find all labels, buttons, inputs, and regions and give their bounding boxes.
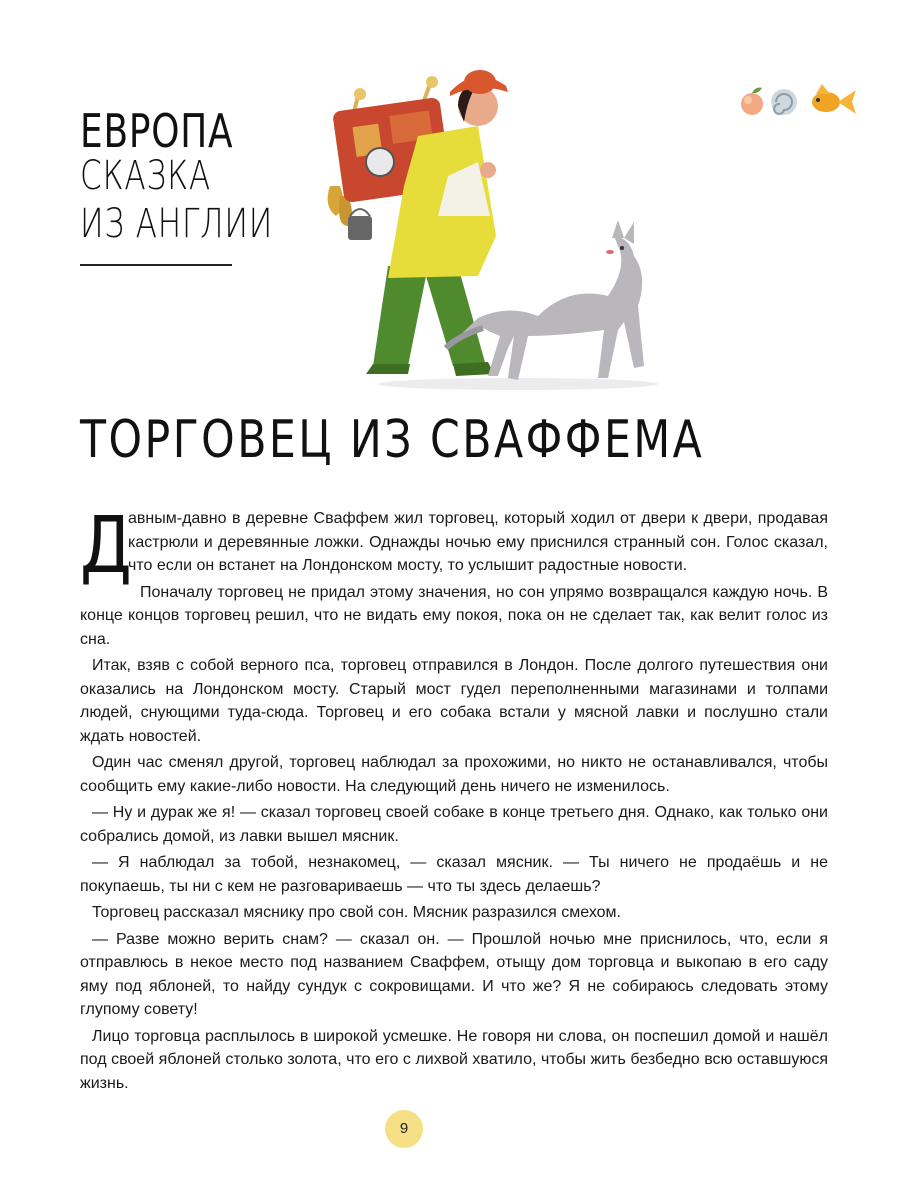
decorative-icons [738,80,862,124]
seashell-icon [771,89,797,115]
page-number-badge: 9 [385,1110,423,1148]
story-title: ТОРГОВЕЦ ИЗ СВАФФЕМА [80,410,705,470]
region-heading [80,104,280,252]
goldfish-icon [812,84,856,114]
peddler-and-wolf-illustration [318,66,698,396]
story-paragraph [80,501,828,591]
drop-cap: Д [80,501,132,591]
paragraph-text: авным-давно в деревне Свaффем жил торговец, который ходил от двери к двери, продавая кастрюли и деревянные ложки. Однажды ночью ему приснился странный сон. Голос сказал, что если он встанет на Лондонском мосту, то услышит радостные новости. [128,510,828,574]
story-paragraph: — Я наблюдал за тобой, незнакомец, — сказал мясник. — Ты ничего не продаёшь и не покупаешь, ты ни с кем не разговариваешь — что ты здесь делаешь? [80,854,828,895]
genre-label: СКАЗКА [80,153,212,199]
story-paragraph: Один час сменял другой, торговец наблюдал за прохожими, но никто не останавливался, чтобы сообщить ему какие-либо новости. На следующий день ничего не изменилось. [80,754,828,795]
origin-label: ИЗ АНГЛИИ [80,201,274,247]
peddler-head [450,70,508,126]
peddler-legs [366,266,494,376]
story-paragraph: Торговец рассказал мяснику про свой сон. Мясник разразился смехом. [92,904,621,921]
story-body [80,501,828,1098]
story-paragraph: — Разве можно верить снам? — сказал он. — Прошлой ночью мне приснилось, что, если я отправлюсь в некое место под названием Свaффем, отыщу дом торговца и выкопаю в его саду яму под яблоней, то найду сундук с сокровищами. И что же? Я не собираюсь следовать этому глупому совету! [80,930,828,1018]
story-paragraph: Поначалу торговец не придал этому значения, но сон упрямо возвращался каждую ночь. В конце концов торговец решил, что не видать ему покоя, пока он не сделает так, как велит голос из сна. [80,583,828,648]
heading-divider [80,264,232,266]
region-name: ЕВРОПА [80,104,234,158]
peach-icon [741,88,763,115]
story-paragraph: Лицо торговца расплылось в широкой усмешке. Не говоря ни слова, он поспешил домой и нашёл под своей яблоней столько золота, что его с лихвой хватило, чтобы жить безбедно всю оставшуюся жизнь. [80,1027,828,1092]
story-paragraph: — Ну и дурак же я! — сказал торговец своей собаке в конце третьего дня. Однако, как только они собрались домой, из лавки вышел мясник. [80,804,828,845]
peddler-hand [480,162,496,178]
story-paragraph: Итак, взяв с собой верного пса, торговец отправился в Лондон. После долгого путешествия они оказались на Лондонском мосту. Старый мост гудел переполненными магазинами и толпами людей, снующими туда-сюда. Торговец и его собака встали у мясной лавки и послушно стали ждать новостей. [80,657,828,745]
